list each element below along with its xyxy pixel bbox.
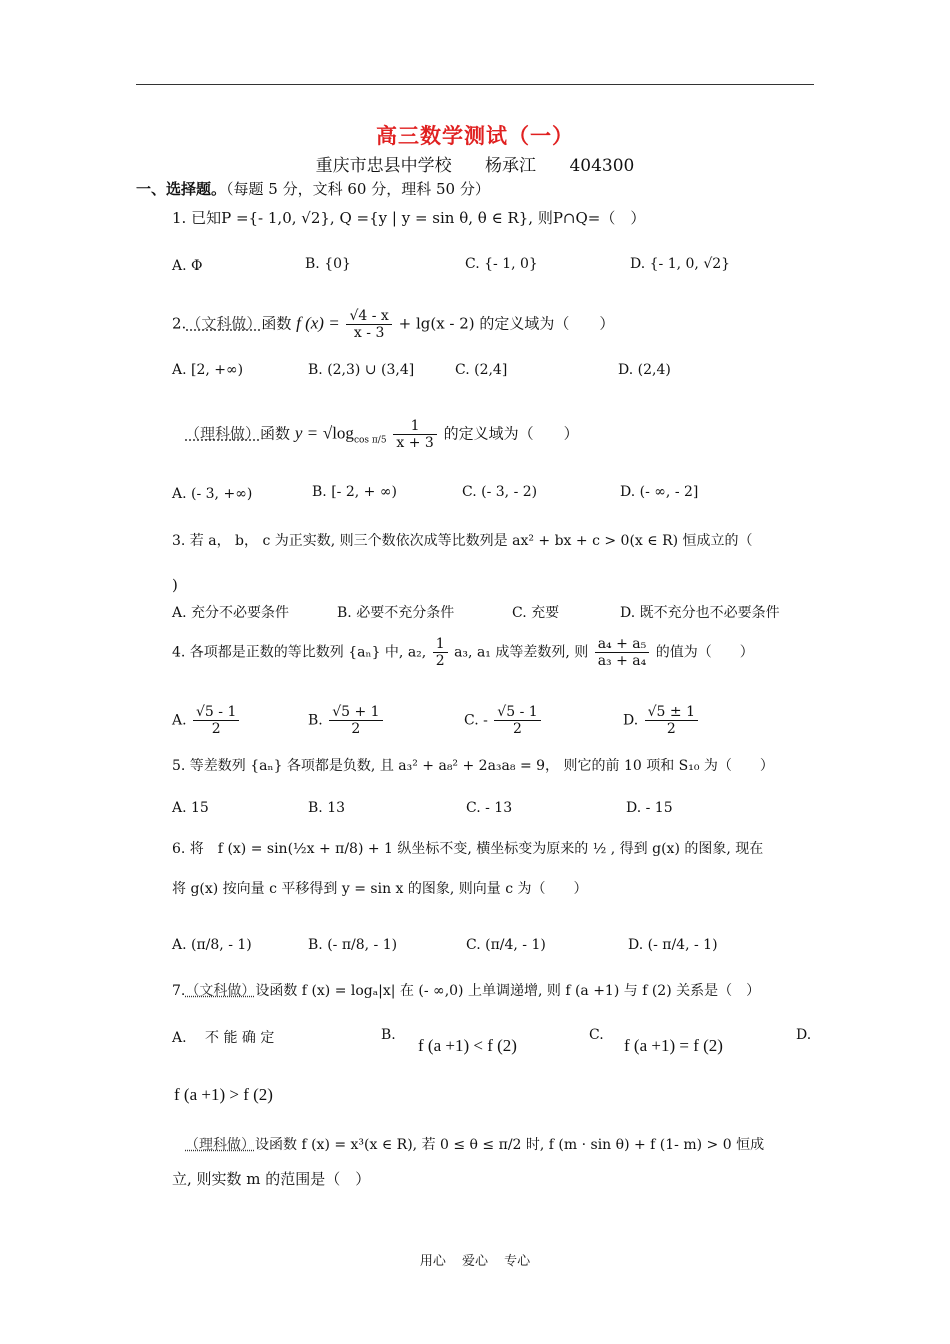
footer-yongxin: 用心 bbox=[419, 1254, 446, 1269]
q4-half-num: 1 bbox=[433, 636, 448, 653]
q4-c-label: C. - bbox=[464, 712, 488, 729]
q7-option-a: A. 不 能 确 定 bbox=[172, 1030, 275, 1046]
footer-zhuanxin: 专心 bbox=[504, 1254, 531, 1269]
q4-d-den: 2 bbox=[666, 721, 676, 737]
q2-option-b: B. (2,3) ∪ (3,4] bbox=[308, 362, 415, 378]
question-3-stem: 3. 若 a， b， c 为正实数, 则三个数依次成等比数列是 ax² + bx + c > 0(x ∈ R) 恒成立的（ bbox=[172, 533, 753, 549]
q7b-tag: （理科做） bbox=[185, 1137, 255, 1153]
q2-option-d: D. (2,4) bbox=[618, 362, 671, 378]
q2b-option-d: D. (- ∞, - 2] bbox=[620, 484, 699, 500]
q4-a-den: 2 bbox=[211, 721, 221, 737]
question-4-stem bbox=[172, 636, 754, 669]
q4-half-den: 2 bbox=[435, 653, 445, 669]
q1-option-d: D. {- 1, 0, √2} bbox=[630, 256, 731, 272]
q2-numerator: √4 - x bbox=[346, 308, 391, 325]
q4-d-frac bbox=[645, 704, 698, 737]
q4-option-d bbox=[623, 704, 700, 737]
q2-tag: （文科做） bbox=[186, 314, 262, 333]
q2b-fraction bbox=[393, 418, 436, 451]
section-heading bbox=[136, 178, 490, 199]
author-school: 重庆市忠县中学校 bbox=[315, 156, 452, 176]
q2b-denominator: x + 3 bbox=[396, 435, 434, 451]
q2-tail: + lg(x - 2) 的定义域为（ ） bbox=[398, 314, 615, 333]
q4-b-label: B. bbox=[308, 712, 323, 729]
q4-a-num: √5 - 1 bbox=[193, 704, 239, 721]
author-code: 404300 bbox=[569, 156, 635, 176]
q4-d-label: D. bbox=[623, 712, 639, 729]
q2-number: 2. bbox=[172, 314, 187, 333]
q7b-text: 设函数 f (x) = x³(x ∈ R), 若 0 ≤ θ ≤ π/2 时, f (m · sin θ) + f (1- m) > 0 恒成 bbox=[255, 1137, 765, 1153]
q4-stem-b: a₃, a₁ 成等差数列, 则 bbox=[454, 644, 589, 661]
q4-stem-c: 的值为（ ） bbox=[655, 644, 754, 661]
author-line bbox=[0, 151, 950, 176]
header-rule bbox=[136, 84, 814, 85]
q1-option-a: A. Φ bbox=[172, 258, 203, 274]
q4-option-c bbox=[464, 704, 543, 737]
q6-option-b: B. (- π/8, - 1) bbox=[308, 937, 398, 953]
question-6-stem-2: 将 g(x) 按向量 c 平移得到 y = sin x 的图象, 则向量 c 为（ ） bbox=[172, 881, 588, 897]
q2b-option-b: B. [- 2, + ∞) bbox=[312, 484, 397, 500]
q7-text: 设函数 f (x) = logₐ|x| 在 (- ∞,0) 上单调递增, 则 f (a +1) 与 f (2) 关系是（ ） bbox=[255, 983, 761, 999]
q2-option-c: C. (2,4] bbox=[455, 362, 508, 378]
q2b-text: 函数 bbox=[260, 424, 291, 443]
q4-option-a bbox=[172, 704, 241, 737]
q4-a-label: A. bbox=[172, 712, 187, 729]
q3-option-b: B. 必要不充分条件 bbox=[337, 605, 455, 621]
q2-option-a: A. [2, +∞) bbox=[172, 362, 244, 378]
q2b-root: √log bbox=[322, 423, 354, 443]
q7-option-b: f (a +1) < f (2) bbox=[418, 1036, 517, 1055]
q4-option-b bbox=[308, 704, 385, 737]
q1-option-c: C. {- 1, 0} bbox=[465, 256, 538, 272]
q3-option-a: A. 充分不必要条件 bbox=[172, 605, 290, 621]
q7-option-d-label: D. bbox=[796, 1027, 812, 1043]
q3-close: ) bbox=[172, 576, 178, 594]
question-7-stem bbox=[172, 980, 760, 1000]
q3-option-d: D. 既不充分也不必要条件 bbox=[620, 605, 780, 621]
q4-stem-a: 4. 各项都是正数的等比数列 {aₙ} 中, a₂, bbox=[172, 644, 427, 661]
q5-option-c: C. - 13 bbox=[466, 800, 513, 816]
q2-denominator: x - 3 bbox=[353, 325, 385, 341]
q4-b-num: √5 + 1 bbox=[329, 704, 382, 721]
q5-option-d: D. - 15 bbox=[626, 800, 673, 816]
q2-fraction bbox=[346, 308, 391, 341]
q4-half bbox=[433, 636, 448, 669]
question-1-stem: 1. 已知P ={- 1,0, √2}, Q ={y | y = sin θ, θ ∈ R}, 则P∩Q=（ ） bbox=[172, 209, 646, 227]
page-footer bbox=[0, 1250, 950, 1269]
question-2-stem bbox=[172, 308, 614, 341]
question-5-stem: 5. 等差数列 {aₙ} 各项都是负数, 且 a₃² + a₈² + 2a₃a₈ = 9， 则它的前 10 项和 S₁₀ 为（ ） bbox=[172, 758, 774, 774]
q4-c-frac bbox=[494, 704, 540, 737]
question-2b-stem bbox=[185, 418, 579, 451]
q5-option-b: B. 13 bbox=[308, 800, 346, 816]
q4-d-num: √5 ± 1 bbox=[645, 704, 698, 721]
q7-option-d: f (a +1) > f (2) bbox=[174, 1085, 273, 1104]
q7-tag: （文科做） bbox=[185, 983, 256, 999]
q2b-option-c: C. (- 3, - 2) bbox=[462, 484, 538, 500]
author-name: 杨承江 bbox=[485, 156, 537, 176]
q6-option-d: D. (- π/4, - 1) bbox=[628, 937, 718, 953]
q2b-base: cos π/5 bbox=[353, 435, 387, 446]
q5-option-a: A. 15 bbox=[172, 800, 209, 816]
q6-option-a: A. (π/8, - 1) bbox=[172, 937, 252, 953]
q7-number: 7. bbox=[172, 983, 186, 999]
q2b-func: y = bbox=[294, 423, 319, 443]
q7-option-b-label: B. bbox=[381, 1027, 396, 1043]
q2-text: 函数 bbox=[261, 314, 292, 333]
q2b-numerator: 1 bbox=[393, 418, 436, 435]
page-title: 高三数学测试（一） bbox=[376, 123, 574, 148]
question-6-stem-1: 6. 将 f (x) = sin(½x + π/8) + 1 纵坐标不变, 横坐标变为原来的 ½ , 得到 g(x) 的图象, 现在 bbox=[172, 841, 764, 857]
question-7b-stem-2: 立, 则实数 m 的范围是（ ） bbox=[172, 1170, 371, 1188]
q7-option-c-label: C. bbox=[589, 1027, 604, 1043]
q4-ratio bbox=[595, 636, 650, 669]
footer-aixin: 爱心 bbox=[461, 1254, 488, 1269]
section-title: 一、选择题。 bbox=[136, 180, 227, 198]
q4-ratio-num: a₄ + a₅ bbox=[595, 636, 650, 653]
q2-func: f (x) = bbox=[296, 313, 340, 333]
q2b-tag: （理科做） bbox=[185, 424, 261, 443]
q2b-tail: 的定义域为（ ） bbox=[443, 424, 579, 443]
q2b-option-a: A. (- 3, +∞) bbox=[172, 486, 253, 502]
q6-option-c: C. (π/4, - 1) bbox=[466, 937, 546, 953]
q4-b-frac bbox=[329, 704, 382, 737]
section-note: （每题 5 分，文科 60 分，理科 50 分） bbox=[226, 180, 490, 198]
q1-option-b: B. {0} bbox=[305, 256, 351, 272]
q4-b-den: 2 bbox=[351, 721, 361, 737]
q4-c-den: 2 bbox=[513, 721, 522, 737]
q3-option-c: C. 充要 bbox=[512, 605, 560, 621]
q4-c-num: √5 - 1 bbox=[494, 704, 540, 721]
q4-a-frac bbox=[193, 704, 239, 737]
q7-option-c: f (a +1) = f (2) bbox=[624, 1036, 723, 1055]
question-7b-stem-1 bbox=[185, 1134, 764, 1154]
q4-ratio-den: a₃ + a₄ bbox=[597, 653, 647, 669]
